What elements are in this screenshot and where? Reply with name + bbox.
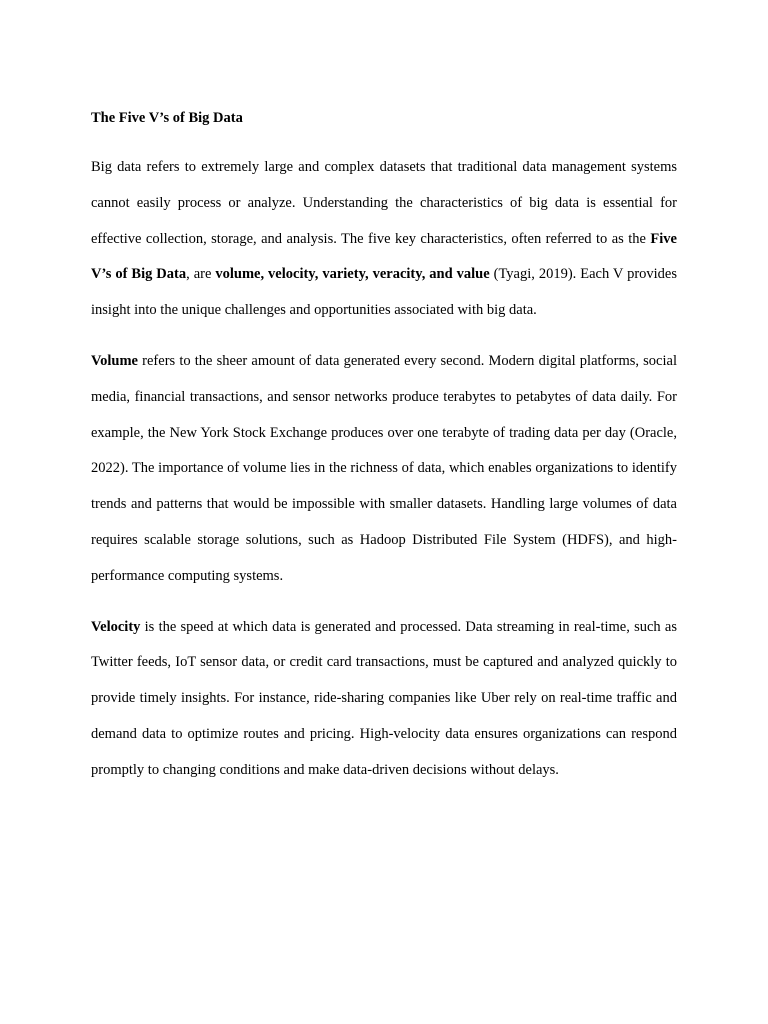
volume-paragraph: [91, 344, 677, 595]
intro-paragraph: [91, 150, 677, 329]
velocity-paragraph: [91, 610, 677, 789]
document-title: The Five V’s of Big Data: [91, 110, 243, 126]
document-body: [91, 106, 677, 804]
intro-bold-five-vs: Five V’s of Big Data: [91, 230, 677, 283]
velocity-term: Velocity: [91, 618, 141, 635]
intro-text-3: (Tyagi, 2019). Each V provides insight into the unique challenges and opportunities associated with big data.: [91, 266, 678, 319]
volume-term: Volume: [91, 352, 138, 369]
intro-text-1: Big data refers to extremely large and complex datasets that traditional data management systems cannot easily process or analyze. Understanding the characteristics of big data is essential for effective collection, storage, and analysis. The five key characteristics, often referred to as the: [91, 159, 677, 247]
intro-text-2: , are: [186, 266, 216, 283]
velocity-text: is the speed at which data is generated and processed. Data streaming in real-time, such as Twitter feeds, IoT sensor data, or credit card transactions, must be captured and analyzed quickly to provide timely insights. For instance, ride-sharing companies like Uber rely on real-time traffic and demand data to optimize routes and pricing. High-velocity data ensures organizations can respond promptly to changing conditions and make data-driven decisions without delays.: [91, 618, 677, 778]
volume-text: refers to the sheer amount of data generated every second. Modern digital platforms, social media, financial transactions, and sensor networks produce terabytes to petabytes of data daily. For example, the New York Stock Exchange produces over one terabyte of trading data per day (Oracle, 2022). The importance of volume lies in the richness of data, which enables organizations to identify trends and patterns that would be impossible with smaller datasets. Handling large volumes of data requires scalable storage solutions, such as Hadoop Distributed File System (HDFS), and high-performance computing systems.: [91, 352, 677, 584]
intro-bold-characteristics: volume, velocity, variety, veracity, and value: [215, 266, 490, 283]
